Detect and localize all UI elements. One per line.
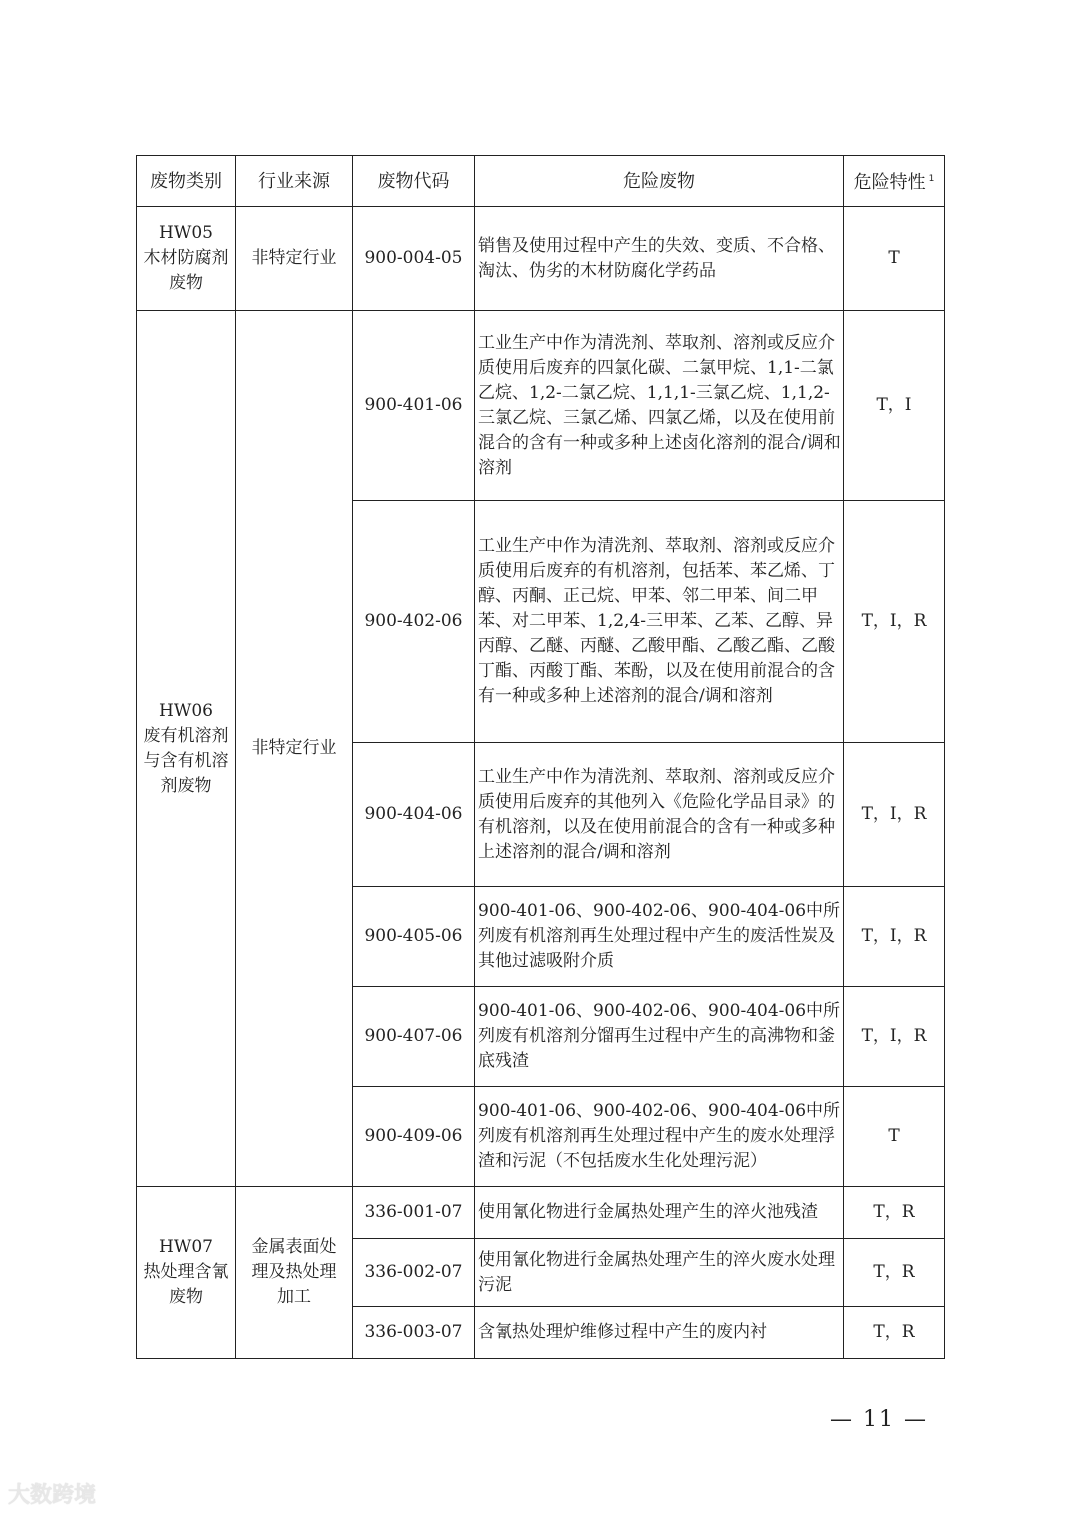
description-cell: 含氰热处理炉维修过程中产生的废内衬 [475,1307,844,1359]
table-row [137,1187,945,1239]
header-industry: 行业来源 [236,156,353,207]
code-cell: 336-003-07 [353,1307,475,1359]
description-cell: 使用氰化物进行金属热处理产生的淬火池残渣 [475,1187,844,1239]
table-row [137,207,945,311]
hazard-cell: T，I，R [844,987,945,1087]
category-cell: HW07 热处理含氰 废物 [137,1187,236,1359]
description-cell: 工业生产中作为清洗剂、萃取剂、溶剂或反应介质使用后废弃的其他列入《危险化学品目录》的有机溶剂，以及在使用前混合的含有一种或多种上述溶剂的混合/调和溶剂 [475,743,844,887]
hazard-cell: T，I，R [844,501,945,743]
description-cell: 使用氰化物进行金属热处理产生的淬火废水处理污泥 [475,1239,844,1307]
page-number: — 11 — [830,1407,928,1432]
industry-cell: 非特定行业 [236,207,353,311]
description-cell: 900-401-06、900-402-06、900-404-06中所列废有机溶剂再生处理过程中产生的废水处理浮渣和污泥（不包括废水生化处理污泥） [475,1087,844,1187]
table-row [137,311,945,501]
code-cell: 900-401-06 [353,311,475,501]
category-cell: HW06 废有机溶剂 与含有机溶 剂废物 [137,311,236,1187]
header-category: 废物类别 [137,156,236,207]
code-cell: 900-404-06 [353,743,475,887]
code-cell: 900-407-06 [353,987,475,1087]
code-cell: 900-405-06 [353,887,475,987]
industry-cell: 金属表面处理及热处理加工 [236,1187,353,1359]
code-cell: 336-001-07 [353,1187,475,1239]
hazard-cell: T [844,1087,945,1187]
description-cell: 工业生产中作为清洗剂、萃取剂、溶剂或反应介质使用后废弃的有机溶剂，包括苯、苯乙烯、丁醇、丙酮、正己烷、甲苯、邻二甲苯、间二甲苯、对二甲苯、1,2,4-三甲苯、乙苯、乙醇、异丙醇、乙醚、丙醚、乙酸甲酯、乙酸乙酯、乙酸丁酯、丙酸丁酯、苯酚，以及在使用前混合的含有一种或多种上述溶剂的混合/调和溶剂 [475,501,844,743]
hazard-cell: T，I [844,311,945,501]
description-cell: 工业生产中作为清洗剂、萃取剂、溶剂或反应介质使用后废弃的四氯化碳、二氯甲烷、1,1-二氯乙烷、1,2-二氯乙烷、1,1,1-三氯乙烷、1,1,2-三氯乙烷、三氯乙烯、四氯乙烯，以及在使用前混合的含有一种或多种上述卤化溶剂的混合/调和溶剂 [475,311,844,501]
hazard-cell: T，I，R [844,887,945,987]
hazard-cell: T [844,207,945,311]
industry-cell: 非特定行业 [236,311,353,1187]
code-cell: 900-004-05 [353,207,475,311]
header-row [137,156,945,207]
header-code: 废物代码 [353,156,475,207]
watermark: 大数跨境 [8,1483,97,1508]
header-hazard: 危险特性 $^1$ [844,156,945,207]
code-cell: 336-002-07 [353,1239,475,1307]
category-cell: HW05 木材防腐剂 废物 [137,207,236,311]
code-cell: 900-409-06 [353,1087,475,1187]
hazard-cell: T，R [844,1187,945,1239]
description-cell: 900-401-06、900-402-06、900-404-06中所列废有机溶剂再生处理过程中产生的废活性炭及其他过滤吸附介质 [475,887,844,987]
hazard-cell: T，R [844,1307,945,1359]
description-cell: 销售及使用过程中产生的失效、变质、不合格、淘汰、伪劣的木材防腐化学药品 [475,207,844,311]
header-description: 危险废物 [475,156,844,207]
hazard-cell: T，I，R [844,743,945,887]
code-cell: 900-402-06 [353,501,475,743]
hazardous-waste-table [136,155,945,1359]
hazard-cell: T，R [844,1239,945,1307]
footnote-marker: 1 [928,174,935,184]
description-cell: 900-401-06、900-402-06、900-404-06中所列废有机溶剂分馏再生过程中产生的高沸物和釜底残渣 [475,987,844,1087]
